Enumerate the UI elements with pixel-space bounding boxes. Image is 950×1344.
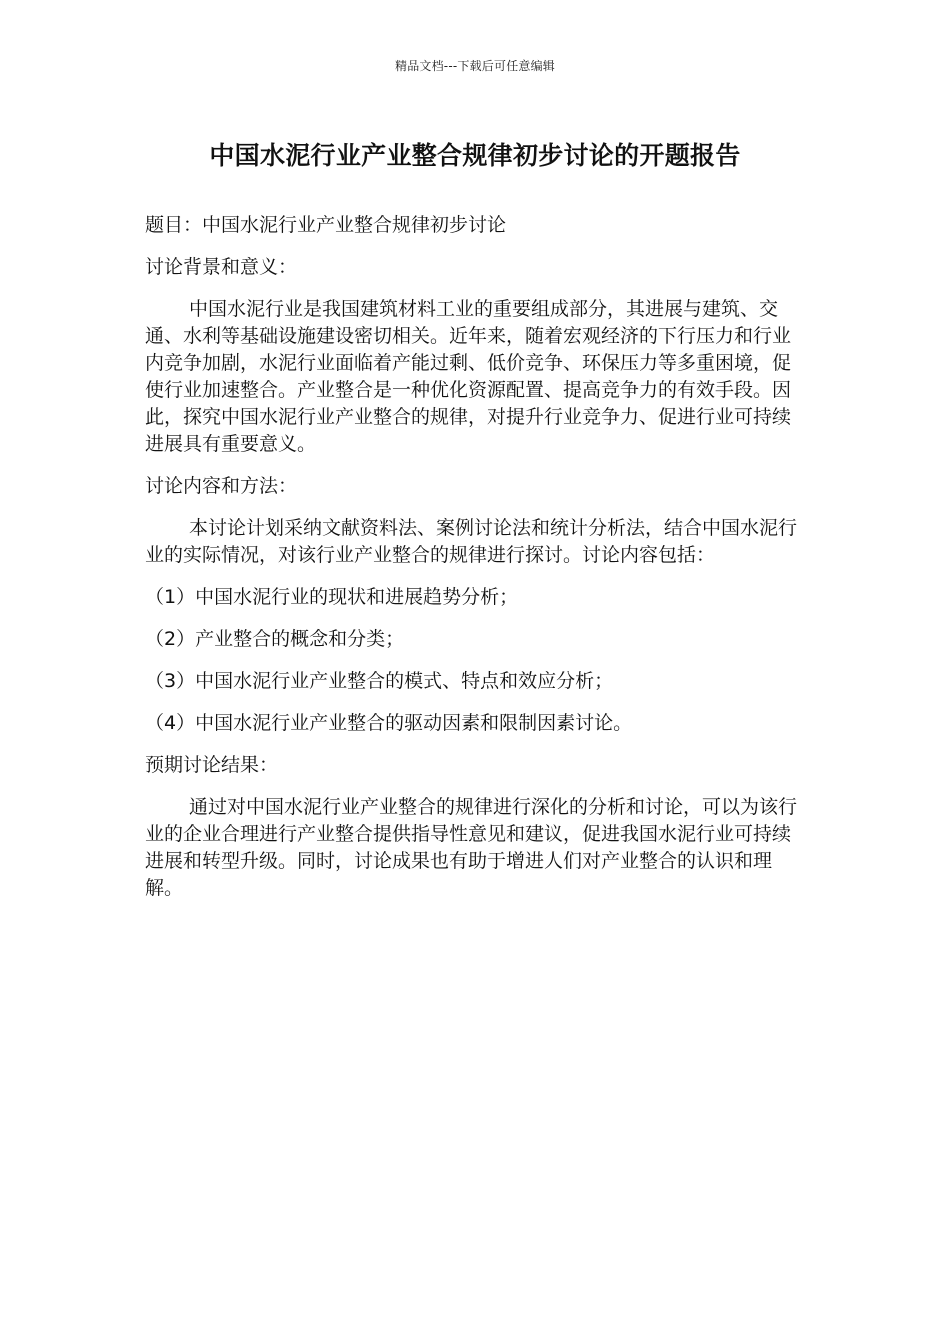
topic-line: 题目：中国水泥行业产业整合规律初步讨论	[145, 214, 507, 236]
methods-heading: 讨论内容和方法：	[145, 475, 298, 497]
list-item: （4）中国水泥行业产业整合的驱动因素和限制因素讨论。	[145, 712, 633, 734]
document-body	[145, 212, 805, 902]
results-heading: 预期讨论结果：	[145, 754, 279, 776]
list-item: （3）中国水泥行业产业整合的模式、特点和效应分析；	[145, 670, 614, 692]
background-heading: 讨论背景和意义：	[145, 256, 298, 278]
list-item: （2）产业整合的概念和分类；	[145, 628, 405, 650]
document-title: 中国水泥行业产业整合规律初步讨论的开题报告	[209, 141, 741, 170]
header-note: 精品文档---下载后可任意编辑	[395, 59, 555, 73]
list-item: （1）中国水泥行业的现状和进展趋势分析；	[145, 586, 519, 608]
methods-paragraph: 本讨论计划采纳文献资料法、案例讨论法和统计分析法，结合中国水泥行业的实际情况，对该行业产业整合的规律进行探讨。讨论内容包括：	[145, 517, 798, 566]
background-paragraph: 中国水泥行业是我国建筑材料工业的重要组成部分，其进展与建筑、交通、水利等基础设施建设密切相关。近年来，随着宏观经济的下行压力和行业内竞争加剧，水泥行业面临着产能过剩、低价竞争、环保压力等多重困境，促使行业加速整合。产业整合是一种优化资源配置、提高竞争力的有效手段。因此，探究中国水泥行业产业整合的规律，对提升行业竞争力、促进行业可持续进展具有重要意义。	[145, 298, 792, 455]
results-paragraph: 通过对中国水泥行业产业整合的规律进行深化的分析和讨论，可以为该行业的企业合理进行产业整合提供指导性意见和建议，促进我国水泥行业可持续进展和转型升级。同时，讨论成果也有助于增进人们对产业整合的认识和理解。	[145, 796, 798, 899]
